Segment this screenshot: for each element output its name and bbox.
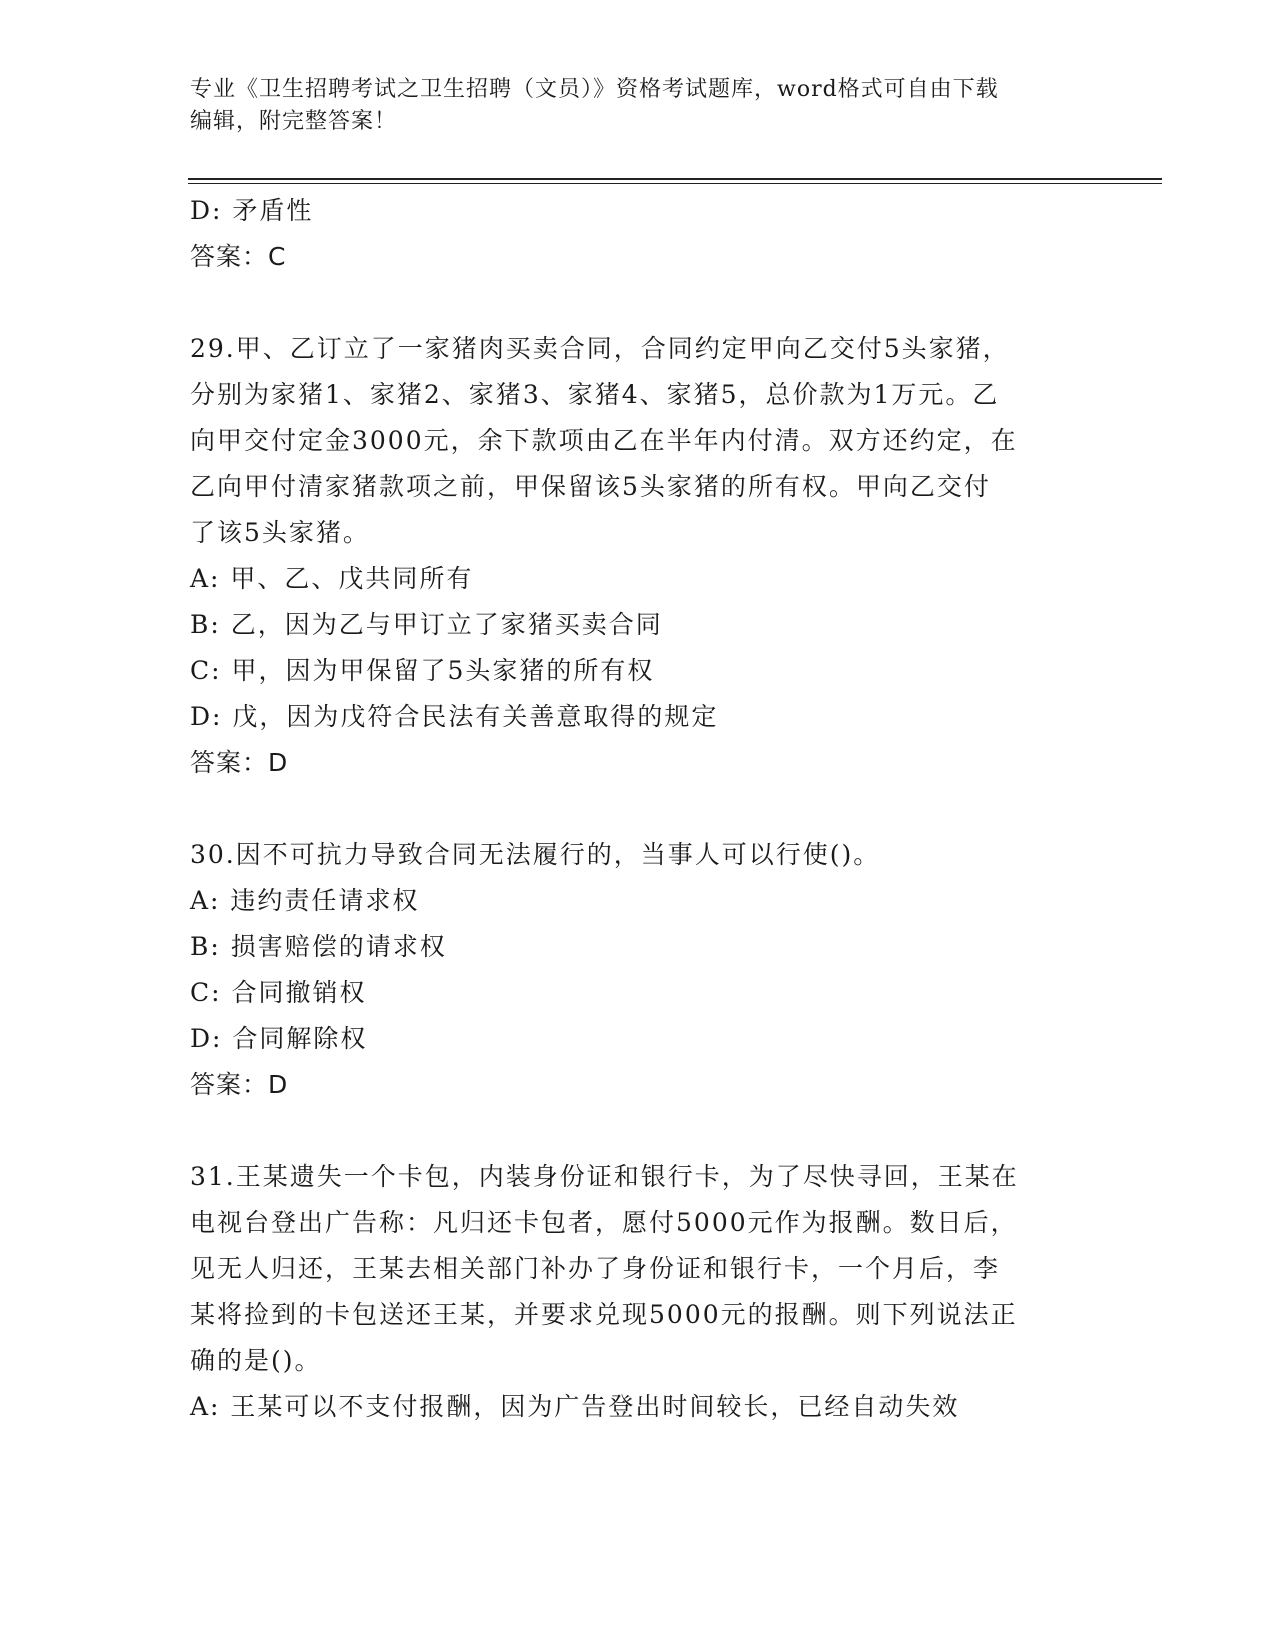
q29-text-line-5: 了该5头家猪。 (190, 518, 370, 547)
q29-text-line-3: 向甲交付定金3000元，余下款项由乙在半年内付清。双方还约定，在 (190, 426, 1018, 455)
q31-text-line-2: 电视台登出广告称：凡归还卡包者，愿付5000元作为报酬。数日后， (190, 1208, 1018, 1237)
q30-answer: 答案：D (190, 1070, 289, 1099)
q31-text-line-3: 见无人归还，王某去相关部门补办了身份证和银行卡，一个月后，李 (190, 1254, 1001, 1283)
question-gap (190, 280, 1110, 326)
header-line-2: 编辑，附完整答案！ (190, 109, 398, 134)
q30-option-d: D: 合同解除权 (190, 1024, 368, 1053)
q29-option-c: C: 甲，因为甲保留了5头家猪的所有权 (190, 656, 655, 685)
q29-answer: 答案：D (190, 748, 289, 777)
q30-option-a: A: 违约责任请求权 (190, 886, 420, 915)
question-29 (190, 326, 1110, 786)
q30-text-line-1: 30.因不可抗力导致合同无法履行的，当事人可以行使()。 (190, 840, 881, 869)
q31-text-line-1: 31.王某遗失一个卡包，内装身份证和银行卡，为了尽快寻回，王某在 (190, 1162, 1019, 1191)
question-30 (190, 832, 1110, 1108)
q29-text-line-2: 分别为家猪1、家猪2、家猪3、家猪4、家猪5，总价款为1万元。乙 (190, 380, 1000, 409)
question-31 (190, 1154, 1110, 1430)
header-rule-thin (188, 183, 1162, 184)
q30-option-c: C: 合同撤销权 (190, 978, 367, 1007)
q31-option-a: A: 王某可以不支付报酬，因为广告登出时间较长，已经自动失效 (190, 1392, 960, 1421)
prev-option-d: D: 矛盾性 (190, 196, 314, 225)
prev-answer: 答案：C (190, 242, 287, 271)
q29-text-line-1: 29.甲、乙订立了一家猪肉买卖合同，合同约定甲向乙交付5头家猪， (190, 334, 1010, 363)
q29-option-d: D: 戊，因为戊符合民法有关善意取得的规定 (190, 702, 719, 731)
q30-option-b: B: 损害赔偿的请求权 (190, 932, 447, 961)
document-body (190, 188, 1110, 1430)
header-line-1: 专业《卫生招聘考试之卫生招聘（文员）》资格考试题库，word格式可自由下载 (190, 77, 999, 102)
question-gap (190, 786, 1110, 832)
q29-option-a: A: 甲、乙、戊共同所有 (190, 564, 474, 593)
q29-text-line-4: 乙向甲付清家猪款项之前，甲保留该5头家猪的所有权。甲向乙交付 (190, 472, 991, 501)
q29-option-b: B: 乙，因为乙与甲订立了家猪买卖合同 (190, 610, 663, 639)
header-rule-thick (188, 178, 1162, 180)
question-gap (190, 1108, 1110, 1154)
q31-text-line-5: 确的是()。 (190, 1346, 322, 1375)
document-header (190, 74, 1090, 138)
q31-text-line-4: 某将捡到的卡包送还王某，并要求兑现5000元的报酬。则下列说法正 (190, 1300, 1018, 1329)
